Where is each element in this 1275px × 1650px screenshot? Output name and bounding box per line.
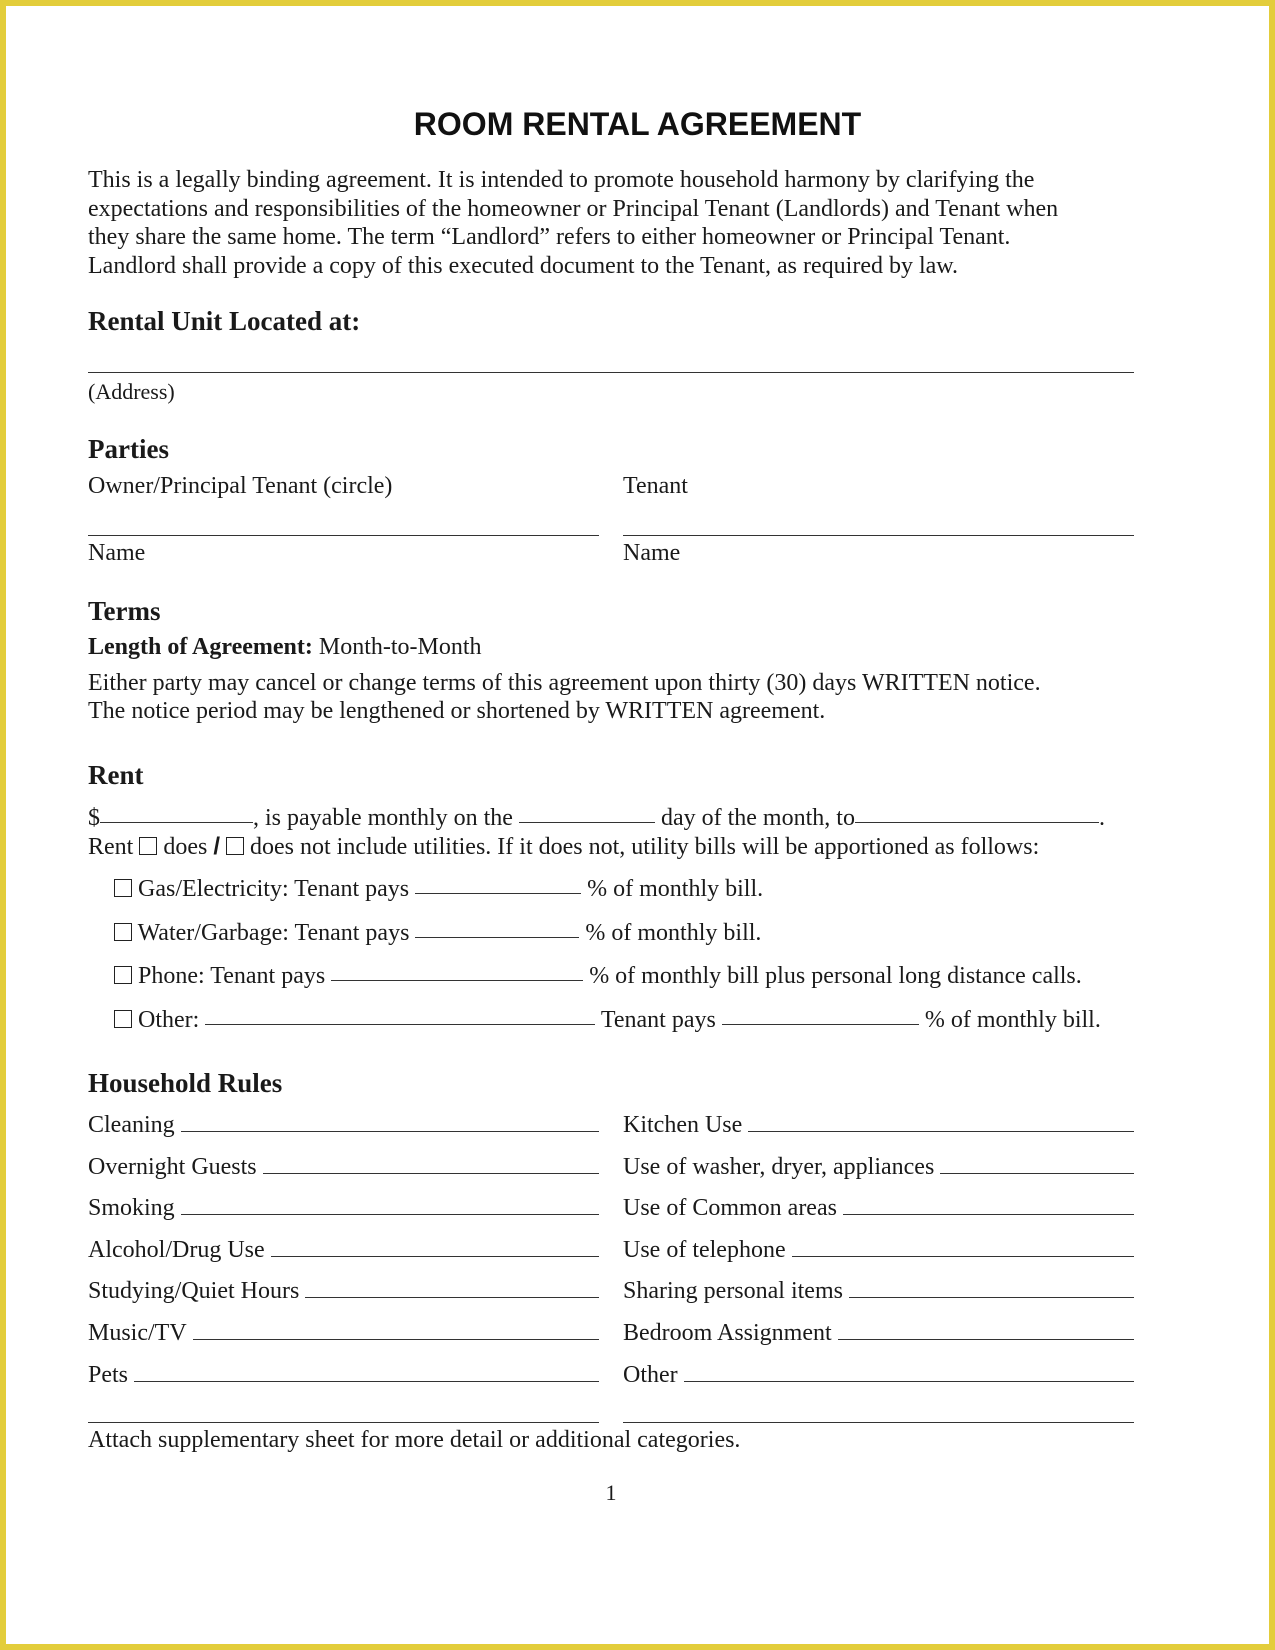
rent-day-field[interactable] <box>519 821 655 823</box>
household-rule-label: Smoking <box>88 1195 175 1221</box>
parties-heading: Parties <box>88 434 169 464</box>
water-suffix: % of monthly bill. <box>585 920 762 946</box>
household-rule-label: Studying/Quiet Hours <box>88 1278 300 1304</box>
household-rule-label: Use of washer, dryer, appliances <box>623 1154 935 1180</box>
tenant-name-label: Name <box>623 540 681 566</box>
length-of-agreement <box>88 634 482 661</box>
household-rule-label: Pets <box>88 1362 129 1388</box>
period: . <box>1098 805 1105 831</box>
water-percent-field[interactable] <box>415 936 579 938</box>
length-label: Length of Agreement: <box>88 634 313 660</box>
address-field-line[interactable] <box>88 372 1134 373</box>
household-rule-row <box>623 1362 1134 1389</box>
intro-line: This is a legally binding agreement. It is intended to promote household harmony by clarifying the <box>88 167 1035 193</box>
rent-word: Rent <box>88 834 134 860</box>
other-suffix: % of monthly bill. <box>924 1007 1101 1033</box>
household-rule-row <box>623 1278 1134 1305</box>
household-rule-row <box>88 1195 599 1222</box>
address-label: (Address) <box>88 379 175 404</box>
does-text: does <box>163 834 208 860</box>
other-tenant-pays: Tenant pays <box>600 1007 716 1033</box>
owner-name-line[interactable] <box>88 535 599 536</box>
household-rule-field[interactable] <box>263 1172 599 1174</box>
dollar-sign: $ <box>88 805 100 831</box>
household-rule-field[interactable] <box>849 1296 1134 1298</box>
document-title: ROOM RENTAL AGREEMENT <box>413 106 862 142</box>
page-number: 1 <box>605 1480 617 1505</box>
water-label: Water/Garbage: Tenant pays <box>137 920 410 946</box>
household-rule-label: Other <box>623 1362 678 1388</box>
attach-note: Attach supplementary sheet for more detail or additional categories. <box>88 1427 741 1453</box>
household-rule-field[interactable] <box>792 1255 1134 1257</box>
intro-line: they share the same home. The term “Landlord” refers to either homeowner or Principal Tenant. <box>88 224 1011 250</box>
rent-amount-field[interactable] <box>100 821 253 823</box>
does-include-checkbox[interactable] <box>139 837 157 855</box>
other-utility-row <box>114 1007 1101 1034</box>
household-rule-field[interactable] <box>271 1255 599 1257</box>
not-include-text: does not include utilities. If it does not, utility bills will be apportioned as follows: <box>250 834 1040 860</box>
household-rule-row <box>623 1154 1134 1181</box>
household-rule-row <box>623 1195 1134 1222</box>
other-utility-field[interactable] <box>205 1023 595 1025</box>
rent-payee-field[interactable] <box>855 821 1099 823</box>
household-rule-field[interactable] <box>843 1213 1134 1215</box>
payable-text: , is payable monthly on the <box>253 805 513 831</box>
gas-label: Gas/Electricity: Tenant pays <box>138 876 410 902</box>
phone-checkbox[interactable] <box>114 966 132 984</box>
day-text: day of the month, to <box>660 805 855 831</box>
does-not-include-checkbox[interactable] <box>226 837 244 855</box>
household-rule-label: Cleaning <box>88 1112 175 1138</box>
household-rules-heading: Household Rules <box>88 1068 283 1098</box>
rules-extra-line-left[interactable] <box>88 1422 599 1423</box>
household-rule-field[interactable] <box>134 1380 599 1382</box>
household-rule-label: Bedroom Assignment <box>623 1320 832 1346</box>
owner-name-label: Name <box>88 540 146 566</box>
intro-line: Landlord shall provide a copy of this executed document to the Tenant, as required by law. <box>88 252 959 279</box>
water-checkbox[interactable] <box>114 923 132 941</box>
phone-percent-field[interactable] <box>331 979 583 981</box>
household-rule-label: Music/TV <box>88 1320 187 1346</box>
household-rule-row <box>88 1278 599 1305</box>
household-rule-row <box>88 1237 599 1264</box>
phone-row <box>114 963 1082 990</box>
other-utility-label: Other: <box>138 1007 200 1033</box>
gas-suffix: % of monthly bill. <box>587 876 764 902</box>
notice-line-1: Either party may cancel or change terms of this agreement upon thirty (30) days WRITTEN notice. <box>88 670 1041 696</box>
other-utility-checkbox[interactable] <box>114 1010 132 1028</box>
household-rule-row <box>623 1320 1134 1347</box>
household-rule-row <box>88 1320 599 1347</box>
gas-checkbox[interactable] <box>114 879 132 897</box>
household-rule-label: Kitchen Use <box>623 1112 743 1138</box>
tenant-label: Tenant <box>623 473 688 499</box>
household-rule-field[interactable] <box>305 1296 599 1298</box>
phone-label: Phone: Tenant pays <box>138 963 326 989</box>
household-rule-field[interactable] <box>181 1213 599 1215</box>
utilities-include-line <box>88 833 1039 861</box>
water-garbage-row <box>114 920 761 947</box>
household-rule-label: Use of Common areas <box>623 1195 837 1221</box>
intro-line: expectations and responsibilities of the homeowner or Principal Tenant (Landlords) and Tenant when <box>88 195 1059 222</box>
household-rule-field[interactable] <box>181 1130 599 1132</box>
intro-paragraph <box>88 166 1198 280</box>
household-rule-field[interactable] <box>940 1172 1134 1174</box>
gas-percent-field[interactable] <box>415 892 581 894</box>
notice-line-2: The notice period may be lengthened or shortened by WRITTEN agreement. <box>88 698 826 724</box>
household-rule-row <box>623 1112 1134 1139</box>
household-rule-label: Alcohol/Drug Use <box>88 1237 265 1263</box>
gas-electricity-row <box>114 876 763 903</box>
household-rule-field[interactable] <box>193 1338 599 1340</box>
length-value: Month-to-Month <box>318 634 482 660</box>
household-rule-row <box>88 1154 599 1181</box>
household-rule-field[interactable] <box>684 1380 1134 1382</box>
owner-label: Owner/Principal Tenant (circle) <box>88 473 393 499</box>
rent-heading: Rent <box>88 760 144 790</box>
rent-payable-line <box>88 805 1105 832</box>
other-percent-field[interactable] <box>722 1023 919 1025</box>
phone-suffix: % of monthly bill plus personal long distance calls. <box>589 963 1082 989</box>
household-rule-label: Use of telephone <box>623 1237 786 1263</box>
household-rule-row <box>623 1237 1134 1264</box>
household-rule-label: Overnight Guests <box>88 1154 257 1180</box>
slash: / <box>213 833 220 860</box>
rules-extra-line-right[interactable] <box>623 1422 1134 1423</box>
tenant-name-line[interactable] <box>623 535 1134 536</box>
terms-heading: Terms <box>88 596 161 626</box>
household-rule-field[interactable] <box>748 1130 1134 1132</box>
household-rule-label: Sharing personal items <box>623 1278 843 1304</box>
household-rule-field[interactable] <box>838 1338 1134 1340</box>
rental-unit-heading: Rental Unit Located at: <box>88 306 361 336</box>
household-rule-row <box>88 1362 599 1389</box>
household-rule-row <box>88 1112 599 1139</box>
